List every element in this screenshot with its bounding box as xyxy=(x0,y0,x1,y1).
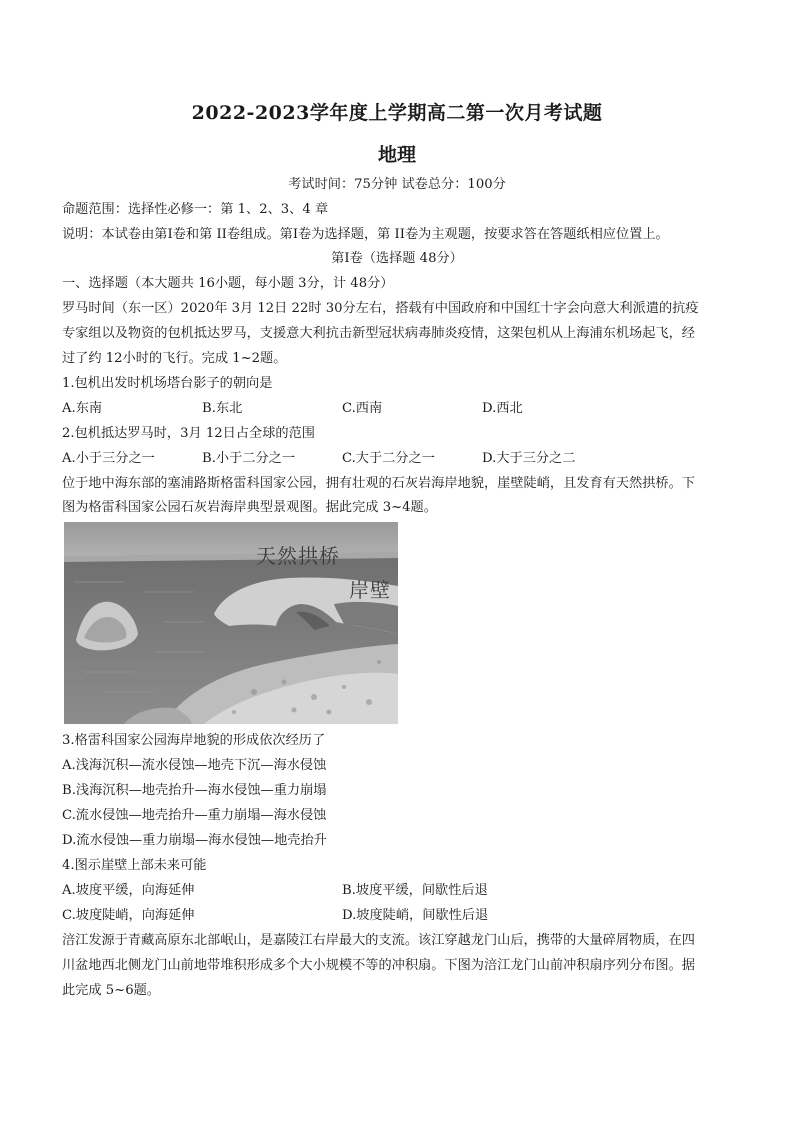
q2-option-b: B.小于二分之一 xyxy=(202,451,296,466)
q1-option-a: A.东南 xyxy=(62,401,103,416)
exam-title: 2022-2023学年度上学期高二第一次月考试题 xyxy=(191,102,603,124)
part1-heading: 第Ⅰ卷（选择题 48分） xyxy=(331,251,463,266)
question-2-stem: 2.包机抵达罗马时，3月 12日占全球的范围 xyxy=(62,426,315,441)
q3-option-b: B.浅海沉积—地壳抬升—海水侵蚀—重力崩塌 xyxy=(62,783,327,798)
coast-landscape-photo xyxy=(64,522,398,724)
passage3-line: 川盆地西北侧龙门山前地带堆积形成多个大小规模不等的冲积扇。下图为涪江龙门山前冲积扇序列分布图。据 xyxy=(62,958,695,973)
coast-landscape-illustration xyxy=(64,522,398,724)
q2-option-d: D.大于三分之二 xyxy=(482,451,576,466)
q2-option-c: C.大于二分之一 xyxy=(342,451,435,466)
subject-title: 地理 xyxy=(377,144,416,166)
q1-option-d: D.西北 xyxy=(482,401,523,416)
q2-option-a: A.小于三分之一 xyxy=(62,451,155,466)
passage2-line: 图为格雷科国家公园石灰岩海岸典型景观图。据此完成 3~4题。 xyxy=(62,500,437,515)
question-4-stem: 4.图示崖壁上部未来可能 xyxy=(62,858,207,873)
passage1-line: 专家组以及物资的包机抵达罗马，支援意大利抗击新型冠状病毒肺炎疫情，这架包机从上海浦东机场起飞，经 xyxy=(62,326,695,341)
q4-option-a: A.坡度平缓，向海延伸 xyxy=(62,883,195,898)
q4-option-b: B.坡度平缓，间歇性后退 xyxy=(342,883,488,898)
exam-scope: 命题范围：选择性必修一：第 1、2、3、4 章 xyxy=(62,202,329,217)
exam-note: 说明：本试卷由第Ⅰ卷和第 II卷组成。第Ⅰ卷为选择题，第 II卷为主观题，按要求答在答题纸相应位置上。 xyxy=(62,227,669,242)
q3-option-d: D.流水侵蚀—重力崩塌—海水侵蚀—地壳抬升 xyxy=(62,833,327,848)
exam-info: 考试时间：75分钟 试卷总分：100分 xyxy=(288,177,506,192)
passage3-line: 此完成 5~6题。 xyxy=(62,983,160,998)
passage2-line: 位于地中海东部的塞浦路斯格雷科国家公园，拥有壮观的石灰岩海岸地貌，崖壁陡峭，且发育有天然拱桥。下 xyxy=(62,476,695,491)
q1-option-c: C.西南 xyxy=(342,401,383,416)
question-3-stem: 3.格雷科国家公园海岸地貌的形成依次经历了 xyxy=(62,733,326,748)
section-heading: 一、选择题（本大题共 16小题，每小题 3分，计 48分） xyxy=(62,276,394,291)
question-1-stem: 1.包机出发时机场塔台影子的朝向是 xyxy=(62,376,273,391)
q4-option-c: C.坡度陡峭，向海延伸 xyxy=(62,908,195,923)
label-cliff: 岸壁 xyxy=(349,578,391,602)
q1-option-b: B.东北 xyxy=(202,401,243,416)
q3-option-c: C.流水侵蚀—地壳抬升—重力崩塌—海水侵蚀 xyxy=(62,808,327,823)
passage3-line: 涪江发源于青藏高原东北部岷山，是嘉陵江右岸最大的支流。该江穿越龙门山后，携带的大量碎屑物质，在四 xyxy=(62,933,695,948)
label-natural-arch: 天然拱桥 xyxy=(256,544,340,568)
passage1-line: 过了约 12小时的飞行。完成 1~2题。 xyxy=(62,351,287,366)
q4-option-d: D.坡度陡峭，间歇性后退 xyxy=(342,908,489,923)
q3-option-a: A.浅海沉积—流水侵蚀—地壳下沉—海水侵蚀 xyxy=(62,758,327,773)
passage1-line: 罗马时间（东一区）2020年 3月 12日 22时 30分左右，搭载有中国政府和中国红十字会向意大利派遣的抗疫 xyxy=(62,301,699,316)
